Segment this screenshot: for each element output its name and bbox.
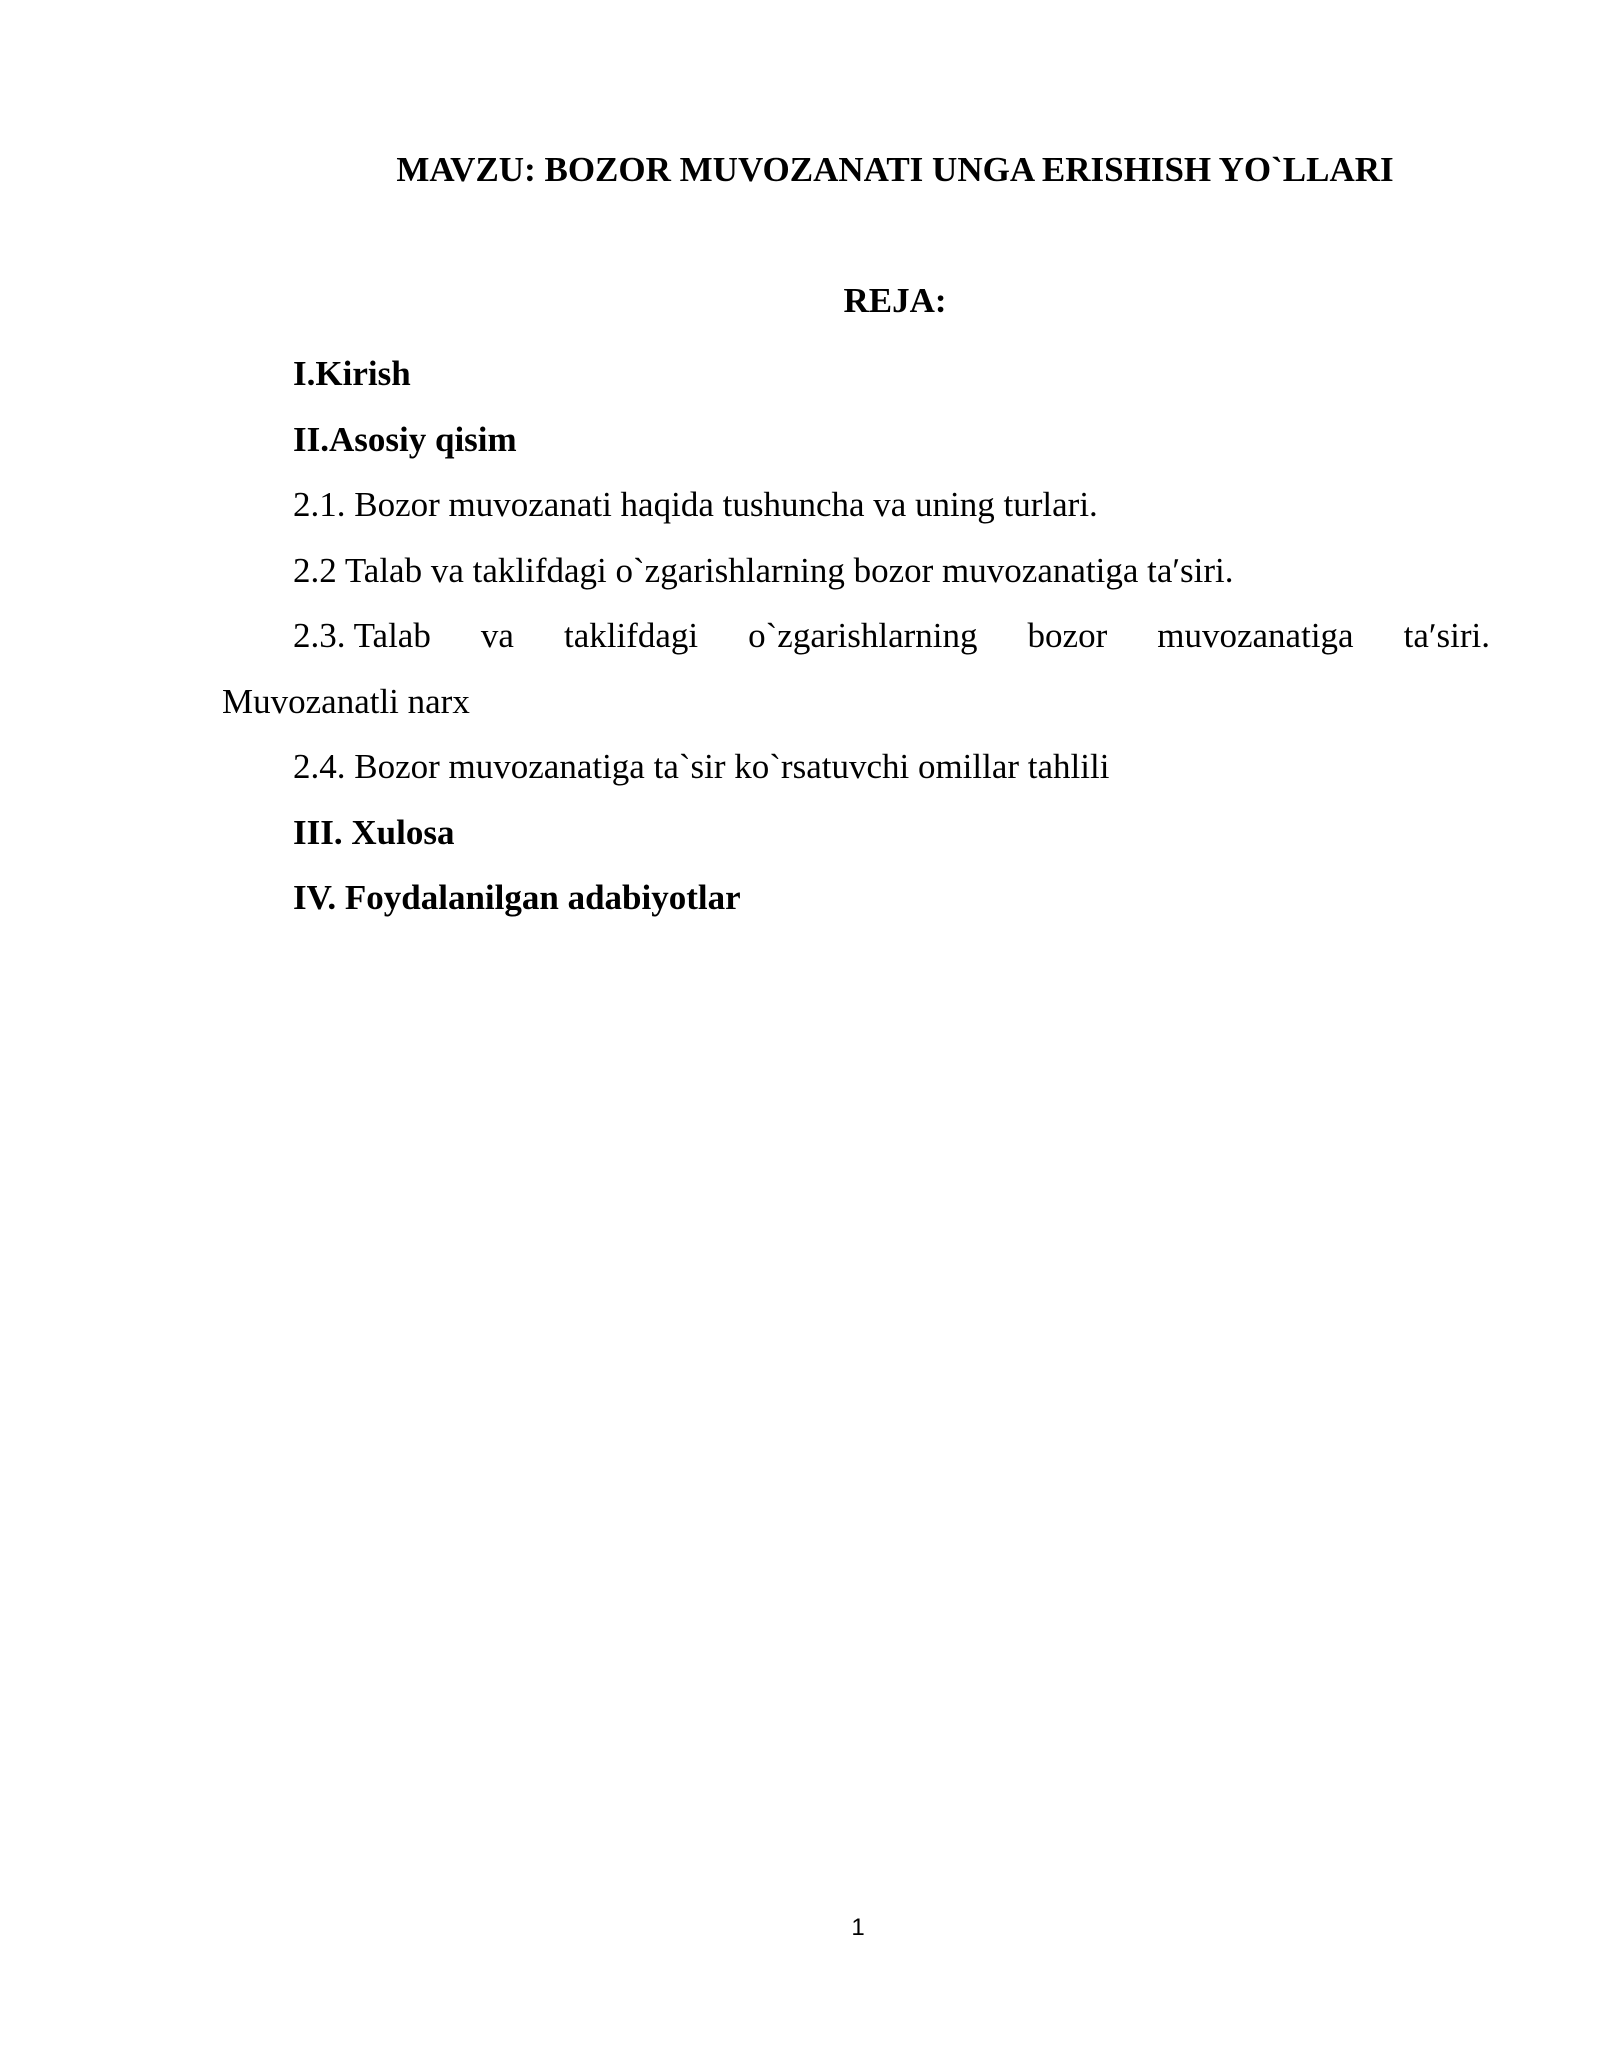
page-number: 1 [851,1914,865,1941]
plan-item-2-3-word: va [480,616,514,655]
plan-item-2-3-word: taklifdagi [563,616,699,655]
document-title: MAVZU: BOZOR MUVOZANATI UNGA ERISHISH YO`LLARI [396,150,1394,189]
plan-item-2-3-word: taʹsiri. [1403,616,1490,655]
plan-item-2-2: 2.2 Talab va taklifdagi o`zgarishlarning bozor muvozanatiga taʹsiri. [293,550,1234,590]
plan-item-main-part: II.Asosiy qisim [293,419,517,459]
plan-item-2-3-word: o`zgarishlarning [748,616,978,655]
plan-item-2-1: 2.1. Bozor muvozanati haqida tushuncha va uning turlari. [293,485,1098,524]
plan-list [222,341,1490,931]
plan-item-2-3 [222,603,1490,669]
plan-item-2-4: 2.4. Bozor muvozanatiga ta`sir ko`rsatuvchi omillar tahlili [293,747,1110,786]
plan-item-introduction: I.Kirish [293,354,411,393]
plan-item-2-3-word: 2.3. Talab [293,616,431,655]
plan-item-2-3-continuation: Muvozanatli narx [222,681,470,721]
plan-item-2-3-word: muvozanatiga [1157,616,1354,655]
plan-item-2-3-word: bozor [1027,616,1108,655]
plan-item-references: IV. Foydalanilgan adabiyotlar [293,878,741,917]
plan-heading: REJA: [843,281,947,320]
plan-item-conclusion: III. Xulosa [293,812,455,852]
